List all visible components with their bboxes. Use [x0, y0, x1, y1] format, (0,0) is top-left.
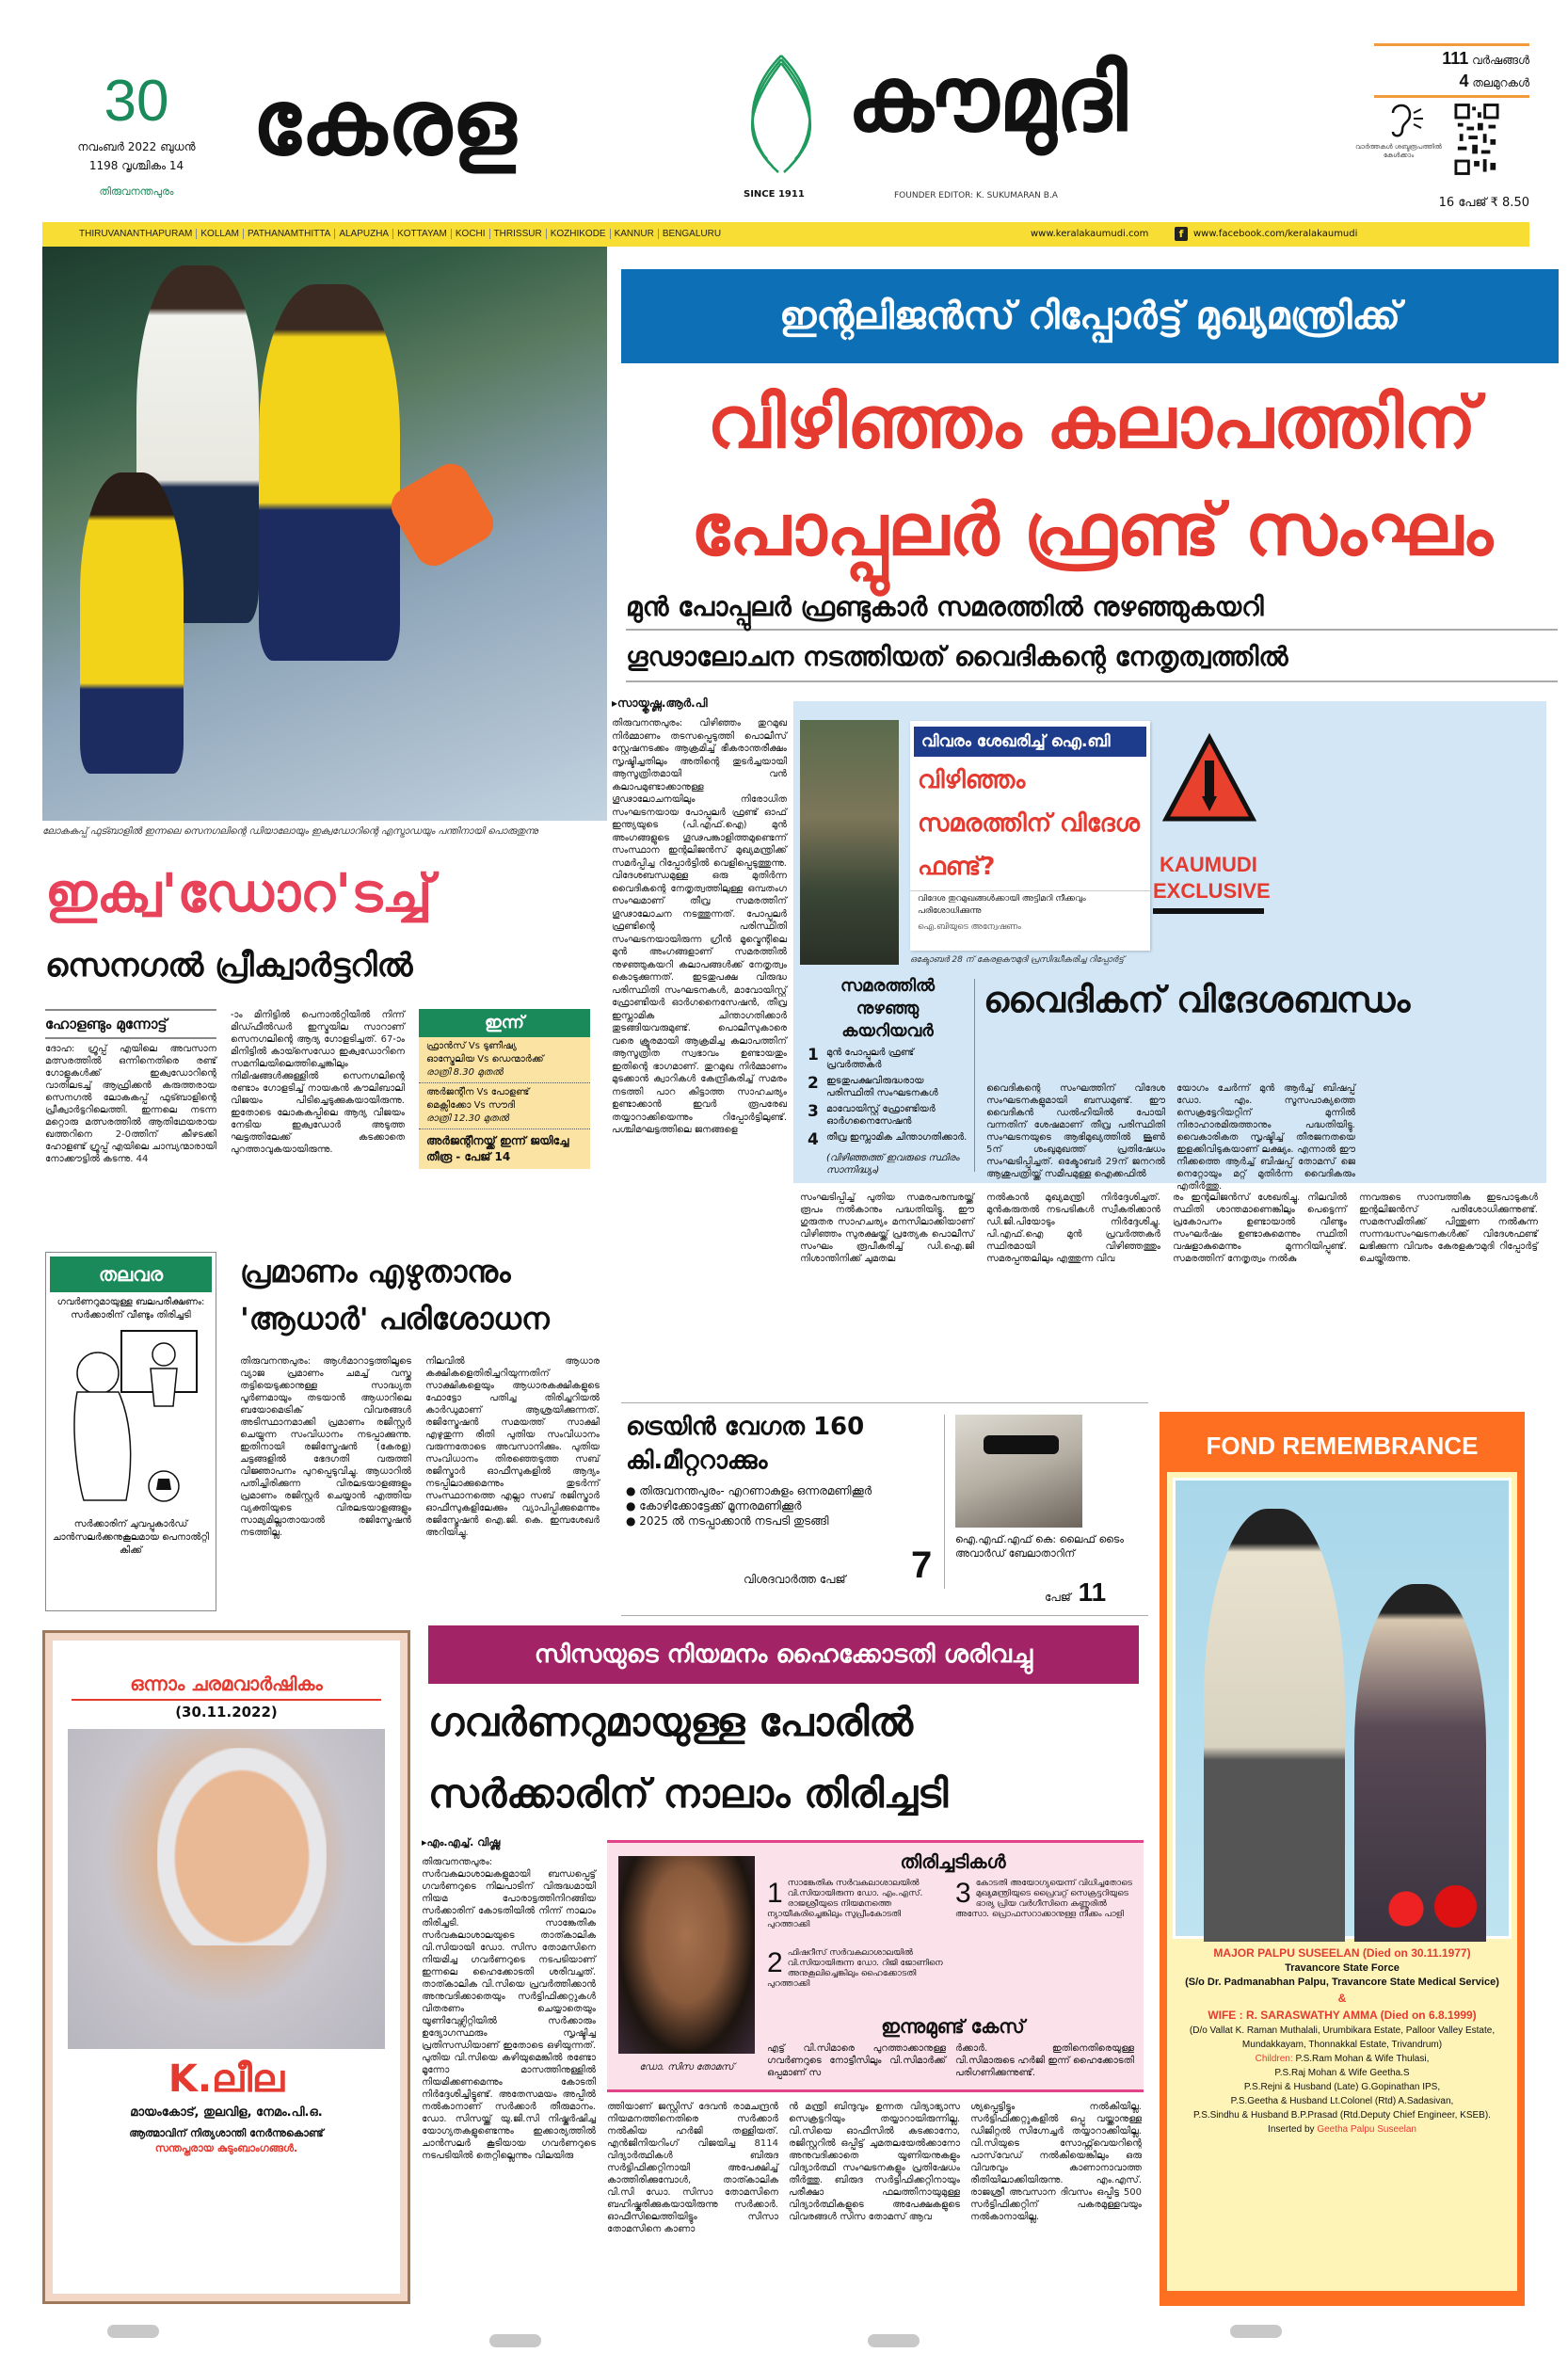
edition-link[interactable]: ALAPUZHA — [335, 229, 393, 239]
item-text: മുൻ പോപ്പുലർ ഫ്രണ്ട് പ്രവർത്തകർ — [826, 1048, 915, 1070]
match: അർജന്റീന Vs പോളണ്ട് — [426, 1087, 530, 1097]
remembrance-ad — [1160, 1412, 1525, 2306]
clip-caption: ഒക്ടോബർ 28 ന് കേരളകൗമുദി പ്രസിദ്ധീകരിച്ച റിപ്പോർട്ട് — [910, 955, 1125, 965]
obituary-date: (30.11.2022) — [175, 1704, 278, 1721]
clip-kicker: വിവരം ശേഖരിച്ച് ഐ.ബി — [914, 727, 1146, 757]
today-matches-box — [419, 1009, 590, 1169]
iffk-caption: ഐ.എഫ്.എഫ് കെ: ലൈഫ് ടൈം അവാർഡ് ബേലാതാറിന് — [955, 1533, 1124, 1560]
lead-column-continued: രം ഇന്റലിജൻസ് ശേഖരിച്ചു. നിലവിൽ സ്ഥിതി ശാന്തമാണെങ്കിലും പെട്ടെന്ന് പ്രകോപനം ഉണ്ടായാൽ വീണ്ടും സംഘർഷം ഉണ്ടാകുമെന്നും സ്ഥിതി വഷളാകുമെന്നും മുന്നറിയിപ്പുണ്ട്. സമരത്തിന് നേതൃത്വം നൽകു — [1173, 1193, 1347, 1264]
setback-item — [955, 1879, 1136, 2010]
item-text: തീവ്ര ഇസ്ലാമിക ചിന്താഗതിക്കാർ. — [826, 1132, 968, 1143]
child: P.S.Raj Mohan & Wife Geetha.S — [1274, 2068, 1410, 2078]
infiltrators-heading: സമരത്തിൽ നുഴഞ്ഞു കയറിയവർ — [840, 976, 936, 1041]
badge-line: EXCLUSIVE — [1153, 879, 1271, 903]
page-number: 11 — [1078, 1577, 1107, 1607]
iffk-page-number[interactable] — [1045, 1577, 1106, 1612]
badge-line: KAUMUDI — [1160, 853, 1257, 876]
section-rule — [621, 1615, 1148, 1616]
child: P.S.Geetha & Husband Lt.Colonel (Rtd) A.Sadasivan, — [1230, 2096, 1454, 2106]
item-number: 2 — [767, 1947, 783, 1978]
facebook-icon: f — [1175, 227, 1188, 241]
headline-line: സർക്കാരിന് നാലാം തിരിച്ചടി — [428, 1770, 949, 1817]
warning-triangle-icon — [1162, 734, 1256, 824]
column-divider — [944, 1415, 945, 1589]
audio-news-label: വാർത്തകൾ ശബ്ദരൂപത്തിൽ കേൾക്കാം — [1355, 143, 1442, 159]
match-time: രാത്രി 8.30 മുതൽ — [426, 1067, 504, 1078]
lead-subhead-1: മുൻ പോപ്പുലർ ഫ്രണ്ടുകാർ സമരത്തിൽ നുഴഞ്ഞുകയറി — [626, 585, 1558, 631]
match-slot — [419, 1083, 590, 1129]
remembrance-line: (S/o Dr. Padmanabhan Palpu, Travancore State Medical Service) — [1185, 1977, 1499, 1988]
aadhar-headline[interactable]: പ്രമാണം എഴുതാനും 'ആധാർ' പരിശോധന — [240, 1254, 550, 1337]
sports-column-1: ദോഹ: ഗ്രൂപ്പ് എയിലെ അവസാന മത്സരത്തിൽ ഒന്നിനെതിരെ രണ്ട് ഗോളുകൾക്ക് ഇക്വഡോറിന്റെ വാതിലടച്ച് ആഫ്രിക്കൻ കരുത്തരായ സെനഗൽ ലോകകപ്പ് ഫുട്ബാളിന്റെ പ്രീക്വാർട്ടറിലെത്തി. ഇന്നലെ നടന്ന മറ്റൊരു മത്സരത്തിൽ ആതിഥേയരായ ഖത്തറിനെ 2-0ത്തിന് കീഴടക്കി ഹോളണ്ട് ഗ്രൂപ്പ് എയിലെ ചാമ്പ്യന്മാരായി നോക്കൗട്ടിൽ കടന്നു. 44 — [45, 1044, 216, 1164]
logo-kerala: കേരള — [252, 70, 517, 175]
remembrance-title: FOND REMEMBRANCE — [1206, 1432, 1479, 1460]
item-number: 3 — [808, 1102, 819, 1121]
list-item — [808, 1075, 968, 1099]
list-item — [808, 1047, 968, 1071]
founder-editor: FOUNDER EDITOR: K. SUKUMARAN B.A — [894, 191, 1058, 200]
logo-kaumudi: കൗമുദി — [847, 46, 1128, 152]
deceased-name: K.ലീല — [168, 2057, 285, 2101]
clip-subhead: വിദേശ തുറമുഖങ്ങൾക്കായി അട്ടിമറി നീക്കവും പരിശോധിക്കുന്നു — [910, 890, 1150, 920]
train-detail-link[interactable]: വിശദവാർത്ത പേജ് — [744, 1573, 846, 1586]
governor-byline: ▸എം.എച്ച്. വിഷ്ണു — [422, 1836, 501, 1849]
photo-caption: ലോകകപ്പ് ഫുട്ബാളിൽ ഇന്നലെ സെനഗലിന്റെ ഡിയാലോയും ഇക്വഡോറിന്റെ എസ്ട്രാഡയും പന്തിനായി പൊരുതുന്നു — [42, 826, 538, 837]
infiltrators-list — [808, 1047, 968, 1176]
years-badge — [1374, 43, 1529, 98]
obituary-ad — [45, 1633, 408, 2301]
governor-column-3: ൻ മന്ത്രി ബിന്ദുവും ഉന്നത വിദ്യാഭ്യാസ സെക്രട്ടറിയും തയ്യാറായിരുന്നില്ല. വി.സിയെ ഓഫീസിൽ കടക്കാനോ, രജിസ്റ്ററിൽ ഒപ്പിട്ട് ചുമതലയേൽക്കാനോ അനുവദിക്കാതെ യൂണിയനുകളും വിദ്യാർത്ഥി സംഘടനകളും പ്രതിഷേധം തീർത്തു. ബിരുദ സർട്ടിഫിക്കറ്റിനായും പരീക്ഷാ ഫലത്തിനായുമുള്ള വിദ്യാർത്ഥികളുടെ അപേക്ഷകളുടെ വിവരങ്ങൾ സിസ തോമസ് ആവ — [789, 2102, 960, 2222]
edition-link[interactable]: KOLLAM — [197, 229, 244, 239]
child: P.S.Rejni & Husband (Late) G.Gopinathan IPS, — [1243, 2082, 1441, 2092]
deceased-name-1: MAJOR PALPU SUSEELAN (Died on 30.11.1977) — [1213, 1946, 1471, 1960]
governor-kicker: സിസയുടെ നിയമനം ഹൈക്കോടതി ശരിവച്ചു — [428, 1625, 1139, 1684]
remembrance-line: Travancore State Force — [1285, 1962, 1400, 1974]
football-photo — [42, 247, 607, 821]
scroll-handle[interactable] — [489, 2334, 541, 2347]
bullet-item: ● 2025 ൽ നടപ്പാക്കാൻ നടപടി തുടങ്ങി — [626, 1513, 908, 1529]
train-bullets — [626, 1483, 908, 1529]
photo-caption: ഡോ. സിസ തോമസ് — [639, 2062, 734, 2073]
lead-column: തിരുവനന്തപുരം: വിഴിഞ്ഞം തുറമുഖ നിർമ്മാണം തടസപ്പെടുത്തി പൊലീസ് സ്റ്റേഷനടക്കം ആക്രമിച്ച് ഭീകരാന്തരീക്ഷം സൃഷ്ടിച്ചതിലും അതിന്റെ തുടർച്ചയായി ആസൂത്രിതമായി വൻ കലാപമുണ്ടാക്കാനുള്ള ഗൂഢാലോചനയിലും നിരോധിത സംഘടനയായ പോപ്പുലർ ഫ്രണ്ട് ഓഫ് ഇന്ത്യയുടെ (പി.എഫ്.ഐ) മുൻ അംഗങ്ങളുടെ ഗൂഢപങ്കാളിത്തമുണ്ടെന്ന് സംസ്ഥാന ഇന്റലിജൻസ് മുഖ്യമന്ത്രിക്ക് സമർപ്പിച്ച റിപ്പോർട്ടിൽ വെളിപ്പെടുത്തുന്നു. വിദേശബന്ധമുള്ള ഒരു മുതിർന്ന വൈദികന്റെ നേതൃത്വത്തിലുള്ള ഒമ്പതംഗ സംഘമാണ് തീവ്ര സമരത്തിന് ഗൂഢാലോചന നടത്തുന്നത്. പോപ്പുലർ ഫ്രണ്ടിന്റെ പരിസ്ഥിതി സംഘടനയായിരുന്ന ഗ്രീൻ മൂവ്മെന്റിലെ മുൻ അംഗങ്ങളാണ് സമരത്തിൽ നുഴഞ്ഞുകയറി കലാപങ്ങൾക്ക് നേതൃത്വം കൊടുക്കുന്നത്. ഇടതുപക്ഷ വിരുദ്ധ പരിസ്ഥിതി സംഘടനകൾ, മാവോയിസ്റ്റ് ഫ്രോണ്ടിയർ ഓർഗനൈസേഷൻ, തീവ്ര ഇസ്ലാമിക ചിന്താഗതിക്കാർ തുടങ്ങിയവരുമുണ്ട്. പൊലീസുകാരെ വരെ ക്രൂരമായി ആക്രമിച്ച കലാപത്തിന് ആസൂത്രിത സ്വഭാവം ഉണ്ടായതും ഇതിന്റെ ഭാഗമാണ്. തുറമുഖ നിർമ്മാണം മുടക്കാൻ ക്വാറികൾ കേന്ദ്രീകരിച്ച് സമരം നടത്തി പാറ കിട്ടാത്ത സാഹചര്യം ഉണ്ടാക്കാൻ ഇവർ രൂപരേഖ തയ്യാറാക്കിയെന്നും റിപ്പോർട്ടിലുണ്ട്. പശ്ചിമഘട്ടത്തിലെ ജനങ്ങളെ — [612, 718, 787, 1135]
scroll-handle[interactable] — [1230, 2325, 1282, 2338]
cartoon-caption: സർക്കാരിന് ചുവപ്പുകാർഡ് ചാൻസലർക്കനുകൂലമായ പെനാൽറ്റി കിക്ക് — [52, 1519, 210, 1556]
governor-column-2: ത്തിയാണ് ജസ്റ്റിസ് ദേവൻ രാമചന്ദ്രൻ നിയമനത്തിനെതിരെ സർക്കാർ നൽകിയ ഹർജി തള്ളിയത്. എൻജിനിയറിംഗ് വിജയിച്ച 8114 വിദ്യാർത്ഥികൾ ബിരുദ സർട്ടിഫിക്കറ്റിനായി അപേക്ഷിച്ച് കാത്തിരിക്കുമ്പോൾ, താത്കാലിക വി.സി ഡോ. സിസാ തോമസിനെ ബഹിഷ്കരിക്കുകയായിരുന്നു സർക്കാർ. ഓഫീസിലെത്തിയിട്ടും സിസാ തോമസിനെ കാണാ — [607, 2102, 778, 2234]
lead-headline[interactable] — [626, 369, 1558, 584]
ampersand: & — [1337, 1992, 1347, 2005]
setback-item — [767, 1948, 946, 2010]
column-divider — [974, 979, 975, 1172]
edition-link[interactable]: KOZHIKODE — [547, 229, 611, 239]
edition-link[interactable]: PATHANAMTHITTA — [244, 229, 335, 239]
case-column-2: ർക്കാർ. ഇതിനെതിരെയുള്ള വി.സിമാരുടെ ഹർജി ഇന്ന് ഹൈക്കോടതി പരിഗണിക്കുന്നുണ്ട്. — [955, 2043, 1134, 2078]
case-column-1: എട്ട് വി.സിമാരെ പുറത്താക്കാനുള്ള ഗവർണറുടെ നോട്ടീസിലും വി.സിമാർക്ക് ഒപ്പമാണ് സ — [767, 2043, 946, 2078]
lead-column-continued: സംഘടിപ്പിച്ച് പുതിയ സമരപരമ്പരയ്ക്ക് രൂപം നൽകാനും പദ്ധതിയിട്ടു. ഈ ഗുരുതര സാഹചര്യം മനസിലാക്കിയാണ് വിഴിഞ്ഞം സുരക്ഷയ്ക്ക് പ്രത്യേക പൊലീസ് സംഘം രൂപീകരിച്ച് ഡി.ഐ.ജി നിശാന്തിനിക്ക് ചുമതല — [800, 1193, 974, 1264]
lead-column-continued: നൽകാൻ മുഖ്യമന്ത്രി നിർദ്ദേശിച്ചത്. മുൻകരുതൽ നടപടികൾ സ്വീകരിക്കാൻ ഡി.ജി.പിയോടും നിർദ്ദേശിച്ചു. പി.എഫ്.ഐ മുൻ പ്രവർത്തകർ സ്ഥിരമായി വിഴിഞ്ഞത്തും സമരപ്പന്തലിലും എത്തുന്ന വിവ — [986, 1193, 1160, 1264]
byline-name: സായ്കൃഷ്ണ.ആർ.പി — [617, 696, 708, 710]
palm-leaf-logo-icon — [729, 52, 833, 174]
argentina-page-ref[interactable]: അർജന്റീനയ്ക്ക് ഇന്ന് ജയിച്ചേ തീരൂ - പേജ് 14 — [426, 1134, 569, 1163]
match: ഫ്രാൻസ് Vs ടുണീഷ്യ — [426, 1041, 517, 1051]
list-item — [808, 1131, 968, 1148]
years-label: വർഷങ്ങൾ — [1472, 54, 1529, 67]
obituary-photo — [68, 1729, 385, 2049]
edition-link[interactable]: KOTTAYAM — [393, 229, 452, 239]
lead-byline: ▸സായ്കൃഷ്ണ.ആർ.പി — [612, 696, 708, 710]
lead-subhead-2: ഗൂഢാലോചന നടത്തിയത് വൈദികന്റെ നേതൃത്വത്തിൽ — [626, 633, 1558, 682]
newspaper-clipping — [910, 721, 1150, 951]
section-rule — [621, 1402, 1148, 1403]
edition-link[interactable]: KOCHI — [452, 229, 490, 239]
aadhar-column-1: തിരുവനന്തപുരം: ആൾമാറാട്ടത്തിലൂടെ വ്യാജ പ്രമാണം ചമച്ച് വസ്തു തട്ടിയെടുക്കാനുള്ള സാദ്ധ്യത പൂർണമായും തടയാൻ ആധാറിലെ ബയോമെട്രിക് വിവരങ്ങൾ അടിസ്ഥാനമാക്കി പ്രമാണം രജിസ്റ്റർ ചെയ്യുന്ന സംവിധാനം നടപ്പാക്കുന്നു. ഇതിനായി രജിസ്ട്രേഷൻ (കേരള) ചട്ടങ്ങളിൽ ഭേദഗതി വരുത്തി വിജ്ഞാപനം പുറപ്പെടുവിച്ചു. ആധാറിൽ പതിച്ചിരിക്കുന്ന വിരലടയാളങ്ങളും പ്രമാണം രജിസ്റ്റർ ചെയ്യാൻ എത്തിയ വ്യക്തിയുടെ വിരലടയാളങ്ങളും സാമ്യമില്ലാതായാൽ രജിസ്ട്രേഷൻ നടത്തില്ല. — [240, 1356, 411, 1538]
item-number: 3 — [955, 1878, 971, 1909]
governor-column-4: ശ്യപ്പെട്ടിട്ടും നൽകിയില്ല. സർട്ടിഫിക്കറ്റുകളിൽ ഒപ്പു വയ്ക്കാനുള്ള ഡിജിറ്റൽ സിഗ്നേച്ചർ തയ്യാറാക്കിയില്ല. വി.സിയുടെ സോഫ്റ്റ്‌വെയറിന്റെ പാസ്‌വേഡ് നൽകിയെങ്കിലും ഒരു വിവരവും കാണാനാവാത്ത രീതിയിലാക്കിയിരുന്നു. എം.എസ്. രാജശ്രീ അവസാന ദിവസം ഒപ്പിട്ട 500 സർട്ടിഫിക്കറ്റിന് പകരമുള്ളവയും നൽകാനായില്ല. — [970, 2102, 1142, 2222]
byline-name: എം.എച്ച്. വിഷ്ണു — [426, 1836, 501, 1849]
date-malayalam: 1198 വൃശ്ചികം 14 — [88, 159, 184, 172]
match-time: രാത്രി 12.30 മുതൽ — [426, 1113, 509, 1124]
priest-column-2: യോഗം ചേർന്ന് മുൻ ആർച്ച് ബിഷപ്പ് ഡോ. എം. സൂസപാക്യത്തെ സെക്രട്ടേറിയറ്റിന് മുന്നിൽ നിരാഹാരമിരുത്താനും പദ്ധതിയിട്ടു. വൈകാരികത സൃഷ്ടിച്ച് തീരജനതയെ ഇളക്കിവിടുകയാണ് ലക്ഷ്യം. എന്നാൽ ഈ നീക്കത്തെ ആർച്ച് ബിഷപ്പ് തോമസ് ജെ നെറ്റോയും മറ്റ് മുതിർന്ന വൈദികരും എതിർത്തു. — [1176, 1083, 1355, 1192]
deceased-address: മായംകോട്, തുലവിള, നേമം.പി.ഒ. — [130, 2105, 323, 2120]
edition-link[interactable]: THRISSUR — [490, 229, 547, 239]
item-text: കോടതി അയോഗ്യയെന്ന് വിധിച്ചതോടെ മുഖ്യമന്ത്രിയുടെ പ്രൈവറ്റ് സെക്രട്ടറിയുടെ ഭാര്യ പ്രിയ വർഗീസിനെ കണ്ണൂരിൽ അസോ. പ്രൊഫസറാക്കാനുള്ള നീക്കം പാളി — [955, 1879, 1132, 1919]
lead-column-continued: ന്നവരുടെ സാമ്പത്തിക ഇടപാടുകൾ ഇന്റലിജൻസ് പരിശോധിക്കുന്നുണ്ട്. സമരസമിതിക്ക് പിന്തുണ നൽകുന്ന സന്നദ്ധസംഘടനകൾക്ക് വിദേശഫണ്ട് ലഭിക്കുന്ന വിവരം കേരളകൗമുദി റിപ്പോർട്ട് ചെയ്തിരുന്നു. — [1359, 1193, 1538, 1264]
children-label: Children: — [1255, 2054, 1293, 2064]
clip-torn-text: ഐ.ബിയുടെ അന്വേഷണം — [918, 922, 1021, 932]
sports-headline[interactable]: ഇക്വ'ഡോറ'ടച്ച് — [45, 863, 433, 924]
page-count-price: 16 പേജ് ₹ 8.50 — [1438, 196, 1529, 210]
qr-code-icon[interactable] — [1454, 100, 1499, 179]
deceased-name-2: WIFE : R. SARASWATHY AMMA (Died on 6.8.1999) — [1208, 2009, 1477, 2022]
since-year: SINCE 1911 — [744, 189, 805, 200]
item-text: സാങ്കേതിക സർവകലാശാലയിൽ വി.സിയായിരുന്ന ഡോ. എം.എസ്. രാജശ്രീയുടെ നിയമനത്തെ ന്യായീകരിച്ചെങ്കിലും സുപ്രീംകോടതി പുറത്താക്കി — [767, 1879, 923, 1929]
lead-headline-line: വിഴിഞ്ഞം കലാപത്തിന് — [707, 380, 1477, 464]
date-day: 30 — [104, 69, 169, 134]
item-number: 4 — [808, 1130, 819, 1149]
infiltrators-note: (വിഴിഞ്ഞത്ത് ഇവരുടെ സ്ഥിരം സാന്നിദ്ധ്യം) — [826, 1153, 960, 1176]
obituary-family: സന്തപ്തരായ കുടുംബാംഗങ്ങൾ. — [154, 2142, 298, 2154]
priest-headline[interactable]: വൈദികന് വിദേശബന്ധം — [984, 979, 1411, 1020]
item-number: 2 — [808, 1074, 819, 1093]
governor-column-1: തിരുവനന്തപുരം: സർവകലാശാലകളുമായി ബന്ധപ്പെട്ട് ഗവർണറുടെ നിലപാടിന് വിരുദ്ധമായി നിയമ പോരാട്ടത്തിനിറങ്ങിയ സർക്കാരിന് കോടതിയിൽ നിന്ന് നാലാം തിരിച്ചടി. സാങ്കേതിക സർവകലാശാലയുടെ താത്കാലിക വി.സിയായി ഡോ. സിസ തോമസിനെ നിയമിച്ച ഗവർണറുടെ നടപടിയാണ് ഇന്നലെ ഹൈക്കോടതി ശരിവച്ചത്. താത്കാലിക വി.സിയെ പ്രവർത്തിക്കാൻ അനുവദിക്കാതെയും സർട്ടിഫിക്കറ്റുകൾ വിതരണം ചെയ്യാതെയും യൂണിവേഴ്സിറ്റിയിൽ സർക്കാരും ഉദ്യോഗസ്ഥരും സൃഷ്ടിച്ച പ്രതിസന്ധിയാണ് ഇതോടെ ഒഴിയുന്നത്. പുതിയ വി.സിയെ കഴിയുമെങ്കിൽ രണ്ടോ മൂന്നോ മാസത്തിനുള്ളിൽ നിയമിക്കണമെന്നും കോടതി നിർദ്ദേശിച്ചിട്ടുണ്ട്. അതേസമയം അപ്പീൽ നൽകാനാണ് സർക്കാർ തീരുമാനം. ഡോ. സിസയ്ക്ക് യു.ജി.സി നിഷ്കർഷിച്ച യോഗ്യതകളുണ്ടെന്നും ഇക്കാര്യത്തിൽ ചാൻസലർ കൂടിയായ ഗവർണറുടെ നടപടിയിൽ തെറ്റില്ലെന്നും വിലയിരു — [422, 1857, 596, 2161]
ear-audio-icon[interactable] — [1384, 100, 1425, 141]
list-item — [808, 1103, 968, 1128]
generations-label: തലമുറകൾ — [1472, 76, 1529, 89]
priest-column-1: വൈദികന്റെ സംഘത്തിന് വിദേശ സംഘടനകളുമായി ബന്ധമുണ്ട്. ഈ വൈദികൻ ഡൽഹിയിൽ പോയി വന്നതിന് ശേഷമാണ് തീവ്ര പരിസ്ഥിതി സംഘടനയുടെ ആഭിമുഖ്യത്തിൽ ജൂൺ 5ന് ശംഖുമുഖത്ത് പ്രതിഷേധം സംഘടിപ്പിച്ചത്. ഒക്ടോബർ 29ന് ജനറൽ ആശുപത്രിയ്ക്ക് സമീപമുള്ള ഐക്കഫിൽ — [986, 1083, 1165, 1179]
website-link[interactable]: www.keralakaumudi.com — [1031, 229, 1149, 239]
sisa-thomas-photo — [618, 1856, 755, 2054]
cartoon-title: തലവര — [50, 1257, 212, 1292]
bullet-item: ● തിരുവനന്തപുരം- എറണാകുളം ഒന്നരമണിക്കൂർ — [626, 1483, 908, 1498]
scroll-handle[interactable] — [868, 2334, 920, 2347]
obituary-wish: ആത്മാവിന് നിത്യശാന്തി നേർന്നുകൊണ്ട് — [129, 2127, 324, 2139]
governor-headline[interactable] — [428, 1687, 1144, 1830]
child: P.S.Ram Mohan & Wife Thulasi, — [1295, 2054, 1430, 2064]
child: P.S.Sindhu & Husband B.P.Prasad (Rtd.Deputy Chief Engineer, KSEB). — [1193, 2110, 1491, 2121]
bullet-item: ● കോഴിക്കോട്ടേക്ക് മൂന്നരമണിക്കൂർ — [626, 1498, 908, 1513]
item-number: 1 — [808, 1046, 819, 1064]
holland-subhead: ഹോളണ്ടും മുന്നോട്ട് — [45, 1009, 216, 1039]
bela-tarr-photo — [955, 1415, 1082, 1528]
edition-link[interactable]: KANNUR — [611, 229, 659, 239]
page-label: പേജ് — [1045, 1591, 1071, 1604]
sports-column-2: -ാം മിനിട്ടിൽ പെനാൽറ്റിയിൽ നിന്ന് മിഡ്ഫീൽഡർ ഇസ്മയില സാറാണ് സെനഗലിന്റെ ആദ്യ ഗോളടിച്ചത്. 67-ാം മിനിട്ടിൽ കായ്സെഡോ ഇക്വഡോറിനെ സമനിലയിലെത്തിച്ചെങ്കിലും നിമിഷങ്ങൾക്കുള്ളിൽ സെനഗലിന്റെ രണ്ടാം ഗോളടിച്ച് നായകൻ കൗലിബാലി വിജയം പിടിച്ചെടുക്കുകയായിരുന്നു. ഇതോടെ ലോകകപ്പിലെ ആദ്യ വിജയം നേടിയ ഇക്വഡോർ അടുത്ത ഘട്ടത്തിലേക്ക് കടക്കാതെ പുറത്താവുകയായിരുന്നു. — [231, 1010, 405, 1155]
today-title: ഇന്ന് — [419, 1009, 590, 1037]
inserted-label: Inserted by — [1268, 2124, 1315, 2135]
cartoon-drawing-icon — [60, 1326, 201, 1514]
edition-link[interactable]: THIRUVANANTHAPURAM — [75, 229, 197, 239]
scroll-handle[interactable] — [107, 2325, 159, 2338]
lead-headline-line: പോപ്പുലർ ഫ്രണ്ട് സംഘം — [691, 488, 1493, 571]
protest-photo — [800, 720, 899, 965]
match: മെക്സിക്കോ Vs സൗദി — [426, 1100, 515, 1111]
lead-kicker: ഇന്റലിജൻസ് റിപ്പോർട്ട് മുഖ്യമന്ത്രിക്ക് — [621, 269, 1559, 363]
match-slot — [419, 1037, 590, 1083]
cartoon-box — [45, 1252, 216, 1611]
sports-subhead: സെനഗൽ പ്രീക്വാർട്ടറിൽ — [45, 947, 413, 984]
edition-link[interactable]: BENGALURU — [662, 229, 722, 239]
case-title: ഇന്നുമുണ്ട് കേസ് — [881, 2015, 1025, 2038]
clip-headline: വിഴിഞ്ഞം സമരത്തിന് വിദേശ ഫണ്ട്? — [918, 766, 1140, 881]
aadhar-column-2: നിലവിൽ ആധാര കക്ഷികളെതിരിച്ചറിയുന്നതിന് സാക്ഷികളെയും ആധാരകക്ഷികളുടെ ഫോട്ടോ പതിച്ച തിരിച്ചറിയൽ കാർഡുമാണ് ആശ്രയിക്കുന്നത്. രജിസ്ട്രേഷൻ സമയത്ത് സാക്ഷി എഴുതുന്ന രീതി പുതിയ സംവിധാനം വരുന്നതോടെ അവസാനിക്കും. പുതിയ സംവിധാനം തിരഞ്ഞെടുത്ത സബ് രജിസ്ട്രാർ ഓഫീസുകളിൽ ആദ്യം നടപ്പിലാക്കുമെന്നും തുടർന്ന് സംസ്ഥാനത്തെ എല്ലാ സബ് രജിസ്ട്രാർ ഓഫീസുകളിലേക്കും വ്യാപിപ്പിക്കുമെന്നും രജിസ്ട്രേഷൻ ഐ.ജി. കെ. ഇമ്പശേഖർ അറിയിച്ചു. — [425, 1356, 600, 1538]
match: ഓസ്ട്രേലിയ Vs ഡെന്മാർക്ക് — [426, 1054, 544, 1064]
item-number: 1 — [767, 1878, 783, 1909]
item-text: ഇടതുപക്ഷവിരുദ്ധരായ പരിസ്ഥിതി സംഘടനകൾ — [826, 1076, 938, 1098]
editions-list — [75, 227, 725, 242]
date-gregorian: നവംബർ 2022 ബുധൻ — [77, 140, 196, 153]
years-number: 111 — [1442, 49, 1469, 68]
item-text: മാവോയിസ്റ്റ് ഫ്രോണ്ടിയർ ഓർഗനൈസേഷൻ — [826, 1104, 936, 1127]
couple-photo — [1173, 1478, 1512, 1939]
setbacks-title: തിരിച്ചടികൾ — [900, 1850, 1006, 1873]
facebook-link[interactable]: www.facebook.com/keralakaumudi — [1193, 229, 1358, 239]
train-page-number[interactable]: 7 — [911, 1545, 933, 1586]
item-text: ഫിഷറീസ് സർവകലാശാലയിൽ വി.സിയായിരുന്ന ഡോ. റിജി ജോണിനെ അനുകൂലിച്ചെങ്കിലും ഹൈക്കോടതി പുറത്താക്കി — [767, 1948, 943, 1989]
cartoon-topic: ഗവർണറുമായുള്ള ബലപരീക്ഷണം: സർക്കാരിന് വീണ്ടും തിരിച്ചടി — [56, 1297, 205, 1321]
inserted-by: Geetha Palpu Suseelan — [1317, 2124, 1416, 2135]
headline-line: ഗവർണറുമായുള്ള പോരിൽ — [428, 1699, 914, 1745]
obituary-title: ഒന്നാം ചരമവാർഷികം — [72, 1669, 381, 1701]
exclusive-badge — [1153, 852, 1271, 914]
train-headline[interactable]: ട്രെയിൻ വേഗത 160 കി.മീറ്ററാക്കും — [626, 1413, 865, 1475]
remembrance-line: (D/o Vallat K. Raman Muthalali, Urumbikara Estate, Palloor Valley Estate, Mundakkayam, Thonnakkal Estate, Trivandrum) — [1189, 2025, 1496, 2050]
edition-city: തിരുവനന്തപുരം — [99, 185, 174, 198]
setback-item — [767, 1879, 946, 1945]
generations-number: 4 — [1459, 72, 1469, 90]
